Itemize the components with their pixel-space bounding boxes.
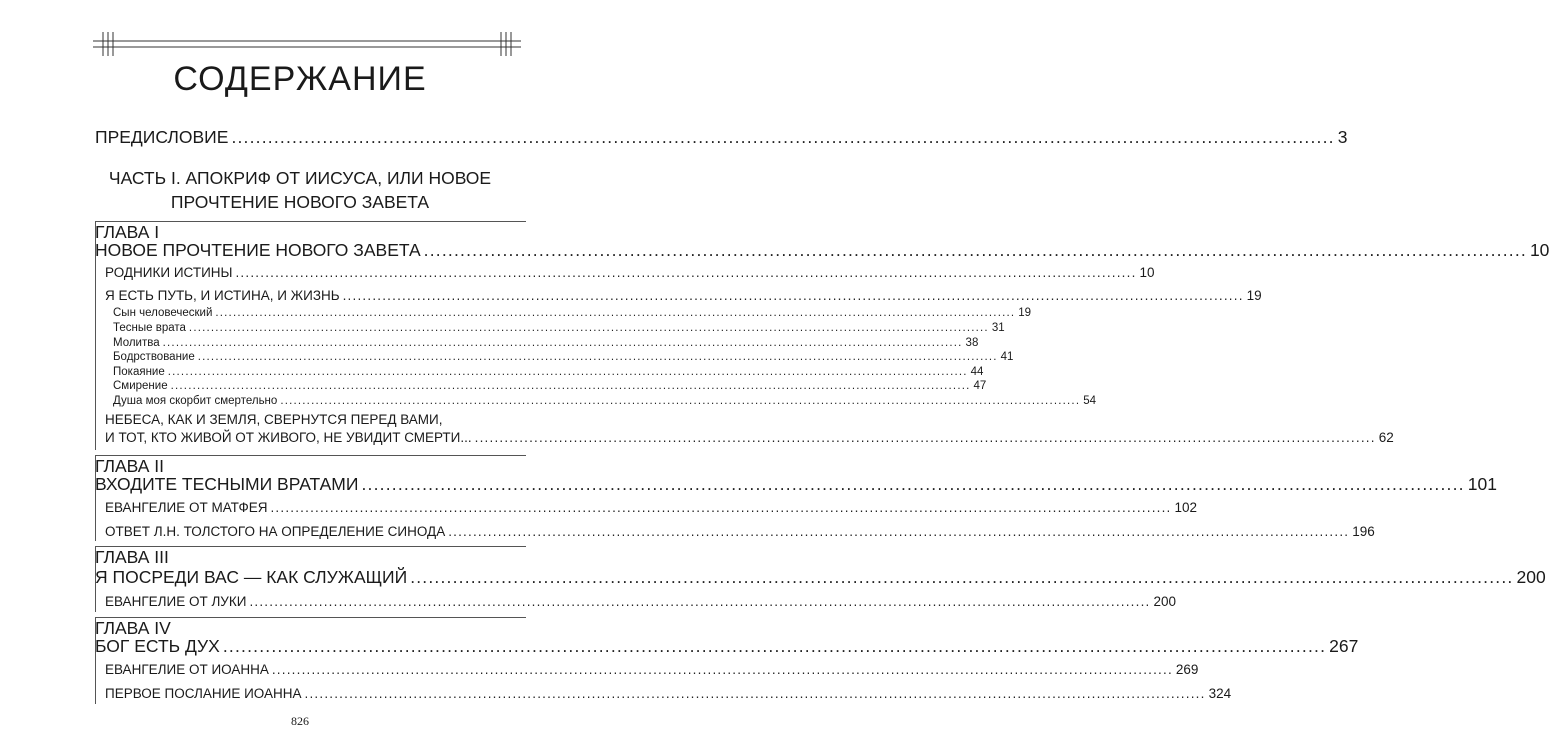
dot-leader: ......................................................................................................................................................................................	[162, 337, 963, 349]
chapter-title-entry	[95, 240, 1549, 261]
dot-leader: ......................................................................................................................................................................................	[170, 380, 971, 392]
part-title-line2: ПРОЧТЕНИЕ НОВОГО ЗАВЕТА	[170, 192, 430, 212]
toc-entry-multiline	[105, 430, 1394, 445]
toc-subentry	[113, 307, 1032, 319]
entry-page: 10	[1139, 265, 1155, 280]
dot-leader: ......................................................................................................................................................................................	[235, 265, 1137, 280]
toc-subentry	[113, 366, 984, 378]
entry-label: ЕВАНГЕЛИЕ ОТ ИОАННА	[105, 662, 269, 677]
chapter-heading: ГЛАВА IV	[95, 618, 171, 638]
toc-entry	[105, 686, 1232, 701]
toc-subentry	[113, 351, 1014, 363]
entry-page: 10	[1529, 240, 1549, 260]
entry-page: 3	[1337, 127, 1348, 147]
entry-page: 101	[1467, 474, 1497, 494]
chapter-divider	[95, 221, 526, 222]
entry-page: 200	[1153, 594, 1177, 609]
dot-leader: ......................................................................................................................................................................................	[423, 240, 1527, 260]
entry-label: БОГ ЕСТЬ ДУХ	[95, 636, 220, 656]
part-title-line1: ЧАСТЬ I. АПОКРИФ ОТ ИИСУСА, ИЛИ НОВОЕ	[108, 168, 492, 188]
entry-page: 200	[1516, 567, 1546, 587]
entry-label: ЕВАНГЕЛИЕ ОТ ЛУКИ	[105, 594, 247, 609]
page-title: СОДЕРЖАНИЕ	[173, 60, 427, 98]
entry-label: Тесные врата	[113, 322, 186, 334]
toc-subentry	[113, 322, 1005, 334]
entry-label: Бодрствование	[113, 351, 195, 363]
part-title	[0, 166, 600, 214]
entry-label: ПРЕДИСЛОВИЕ	[95, 127, 229, 147]
chapter-title-entry	[95, 474, 1497, 495]
entry-label: Сын человеческий	[113, 307, 213, 319]
toc-subentry	[113, 380, 987, 392]
entry-page: 324	[1208, 686, 1232, 701]
toc-entry	[105, 265, 1155, 280]
dot-leader: ......................................................................................................................................................................................	[361, 474, 1465, 494]
dot-leader: ......................................................................................................................................................................................	[304, 686, 1206, 701]
entry-page: 41	[1000, 351, 1014, 363]
chapter-heading: ГЛАВА III	[95, 547, 169, 567]
entry-label: ПЕРВОЕ ПОСЛАНИЕ ИОАННА	[105, 686, 302, 701]
dot-leader: ......................................................................................................................................................................................	[271, 662, 1173, 677]
toc-entry	[105, 662, 1199, 677]
entry-page: 47	[973, 380, 987, 392]
entry-page: 267	[1329, 636, 1359, 656]
entry-label: Смирение	[113, 380, 168, 392]
entry-page: 102	[1174, 500, 1198, 515]
toc-entry-multiline-line1: НЕБЕСА, КАК И ЗЕМЛЯ, СВЕРНУТСЯ ПЕРЕД ВАМИ,	[105, 412, 443, 427]
chapter-heading: ГЛАВА II	[95, 456, 165, 476]
dot-leader: ......................................................................................................................................................................................	[249, 594, 1151, 609]
entry-page: 44	[970, 366, 984, 378]
header-ornament	[93, 32, 521, 56]
dot-leader: ......................................................................................................................................................................................	[231, 127, 1335, 147]
entry-label: ОТВЕТ Л.Н. ТОЛСТОГО НА ОПРЕДЕЛЕНИЕ СИНОДА	[105, 524, 446, 539]
dot-leader: ......................................................................................................................................................................................	[410, 567, 1514, 587]
toc-entry-preface	[95, 127, 1348, 148]
entry-label: Покаяние	[113, 366, 165, 378]
entry-label: Душа моя скорбит смертельно	[113, 395, 278, 407]
dot-leader: ......................................................................................................................................................................................	[215, 307, 1016, 319]
entry-page: 54	[1083, 395, 1097, 407]
dot-leader: ......................................................................................................................................................................................	[474, 430, 1376, 445]
dot-leader: ......................................................................................................................................................................................	[222, 636, 1327, 656]
chapter-heading: ГЛАВА I	[95, 222, 160, 242]
entry-label: Молитва	[113, 337, 160, 349]
dot-leader: ......................................................................................................................................................................................	[342, 288, 1244, 303]
dot-leader: ......................................................................................................................................................................................	[270, 500, 1172, 515]
dot-leader: ......................................................................................................................................................................................	[197, 351, 998, 363]
chapter-title-entry	[95, 567, 1546, 588]
dot-leader: ......................................................................................................................................................................................	[167, 366, 968, 378]
entry-page: 19	[1246, 288, 1262, 303]
entry-page: 196	[1352, 524, 1375, 539]
entry-page: 19	[1018, 307, 1032, 319]
entry-label: ЕВАНГЕЛИЕ ОТ МАТФЕЯ	[105, 500, 268, 515]
entry-label: НОВОЕ ПРОЧТЕНИЕ НОВОГО ЗАВЕТА	[95, 240, 421, 260]
entry-label: И ТОТ, КТО ЖИВОЙ ОТ ЖИВОГО, НЕ УВИДИТ СМЕРТИ...	[105, 430, 472, 445]
entry-label: Я ЕСТЬ ПУТЬ, И ИСТИНА, И ЖИЗНЬ	[105, 288, 340, 303]
toc-subentry	[113, 395, 1097, 407]
entry-label: ВХОДИТЕ ТЕСНЫМИ ВРАТАМИ	[95, 474, 359, 494]
page-number: 826	[291, 714, 309, 728]
toc-entry	[105, 594, 1177, 609]
toc-entry	[105, 288, 1262, 303]
dot-leader: ......................................................................................................................................................................................	[448, 524, 1350, 539]
entry-label: Я ПОСРЕДИ ВАС — КАК СЛУЖАЩИЙ	[95, 567, 408, 587]
entry-page: 31	[991, 322, 1005, 334]
dot-leader: ......................................................................................................................................................................................	[188, 322, 989, 334]
toc-entry	[105, 500, 1198, 515]
toc-entry	[105, 524, 1375, 539]
entry-label: РОДНИКИ ИСТИНЫ	[105, 265, 233, 280]
toc-subentry	[113, 337, 979, 349]
entry-page: 269	[1175, 662, 1199, 677]
dot-leader: ......................................................................................................................................................................................	[280, 395, 1081, 407]
entry-page: 38	[965, 337, 979, 349]
entry-page: 62	[1378, 430, 1394, 445]
chapter-title-entry	[95, 636, 1359, 657]
